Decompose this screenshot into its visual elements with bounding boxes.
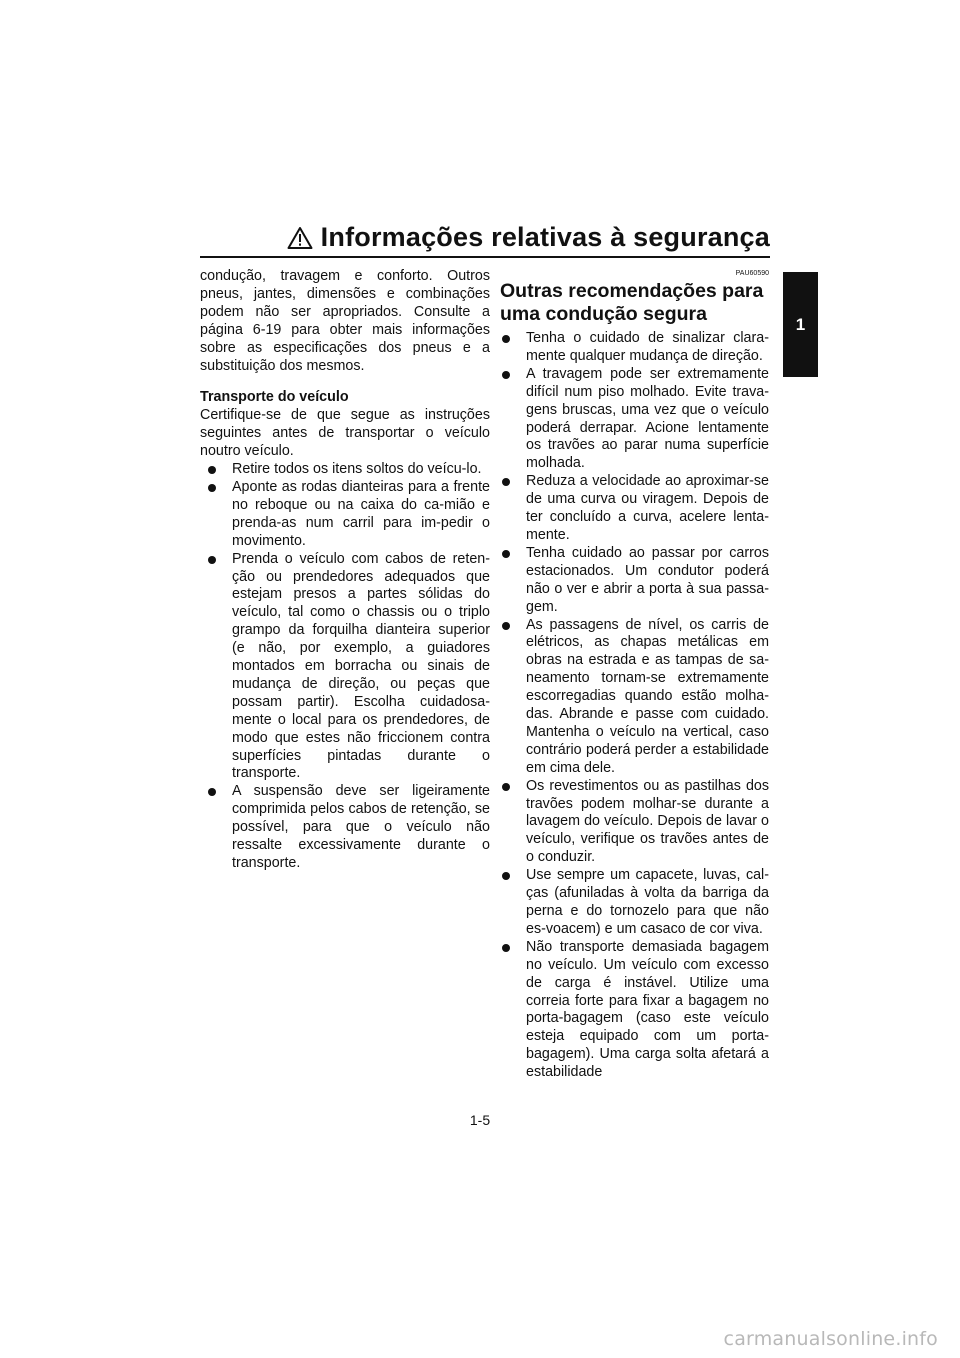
intro-paragraph: condução, travagem e conforto. Outros pneus, jantes, dimensões e combinações podem não ser apropriados. Consulte a página 6-19 para obter mais informações sobre as especificações dos pneus e a substituição dos mesmos. <box>200 268 490 374</box>
section-heading: Outras recomendações para uma condução segura <box>500 280 764 325</box>
list-item: As passagens de nível, os carris de elétricos, as chapas metálicas em obras na estrada e as tampas de sa-neamento tornam-se extremamente escorregadias quando estão molha-das. Abrande e passe com cuidado. Mantenha o veículo na vertical, caso contrário poderá perder a estabilidade em cima dele. <box>480 617 769 778</box>
left-column <box>200 268 490 873</box>
list-item: Não transporte demasiada bagagem no veículo. Um veículo com excesso de carga é instável. Utilize uma correia forte para fixar a bagagem no porta-bagagem (caso este veículo esteja equipado com um porta-bagagem). Uma carga solta afetará a estabilidade <box>480 939 769 1082</box>
bullet-icon <box>502 550 510 558</box>
list-item: Use sempre um capacete, luvas, cal-ças (afuniladas à volta da barriga da perna e do tornozelo para que não es-voacem) e um casaco de cor viva. <box>480 867 769 939</box>
bullet-icon <box>502 783 510 791</box>
transport-heading: Transporte do veículo <box>200 389 349 406</box>
list-item: Prenda o veículo com cabos de reten-ção ou prendedores adequados que estejam presos a partes sólidas do veículo, tal como o chassis ou o triplo grampo da forquilha dianteira superior (e não, por exemplo, a guiadores montados em borracha ou sinais de mudança de direção, ou peças que possam partir). Escolha cuidadosa-mente o local para os prendedores, de modo que estes não friccionem contra superfícies pintadas durante o transporte. <box>200 551 490 784</box>
bullet-icon <box>208 788 216 796</box>
bullet-icon <box>208 484 216 492</box>
bullet-icon <box>502 622 510 630</box>
bullet-icon <box>502 944 510 952</box>
transport-paragraph: Certifique-se de que segue as instruções seguintes antes de transportar o veículo noutro veículo. <box>200 407 490 460</box>
list-item: A suspensão deve ser ligeiramente comprimida pelos cabos de retenção, se possível, para que o veículo não ressalte excessivamente durante o transporte. <box>200 783 490 873</box>
right-column <box>480 268 769 1082</box>
bullet-icon <box>502 872 510 880</box>
page-title: Informações relativas à segurança <box>320 222 770 252</box>
page-header <box>200 222 770 258</box>
page-number: 1-5 <box>469 1112 491 1128</box>
bullet-icon <box>502 478 510 486</box>
section-code: PAU60590 <box>735 270 769 277</box>
list-item: Tenha o cuidado de sinalizar clara-mente qualquer mudança de direção. <box>480 330 769 366</box>
chapter-tab: 1 <box>783 272 818 377</box>
list-item: Aponte as rodas dianteiras para a frente no reboque ou na caixa do ca-mião e prenda-as num carril para im-pedir o movimento. <box>200 479 490 551</box>
list-item: Os revestimentos ou as pastilhas dos travões podem molhar-se durante a lavagem do veículo. Depois de lavar o veículo, verifique os travões antes de o conduzir. <box>480 778 769 868</box>
warning-triangle-icon <box>287 226 313 250</box>
header-title-row <box>287 222 770 253</box>
list-item: Retire todos os itens soltos do veícu-lo. <box>200 461 490 479</box>
list-item: A travagem pode ser extremamente difícil num piso molhado. Evite trava-gens bruscas, uma vez que o veículo poderá derrapar. Acione lentamente os travões ao parar numa superfície molhada. <box>480 366 769 473</box>
list-item: Reduza a velocidade ao aproximar-se de uma curva ou viragem. Depois de ter concluído a curva, acelere lenta-mente. <box>480 473 769 545</box>
bullet-icon <box>208 556 216 564</box>
safety-bullet-list <box>480 330 769 1082</box>
bullet-icon <box>208 466 216 474</box>
watermark: carmanualsonline.info <box>723 1328 938 1350</box>
bullet-icon <box>502 335 510 343</box>
transport-bullet-list <box>200 461 490 873</box>
bullet-icon <box>502 371 510 379</box>
list-item: Tenha cuidado ao passar por carros estacionados. Um condutor poderá não o ver e abrir a porta à sua passa-gem. <box>480 545 769 617</box>
